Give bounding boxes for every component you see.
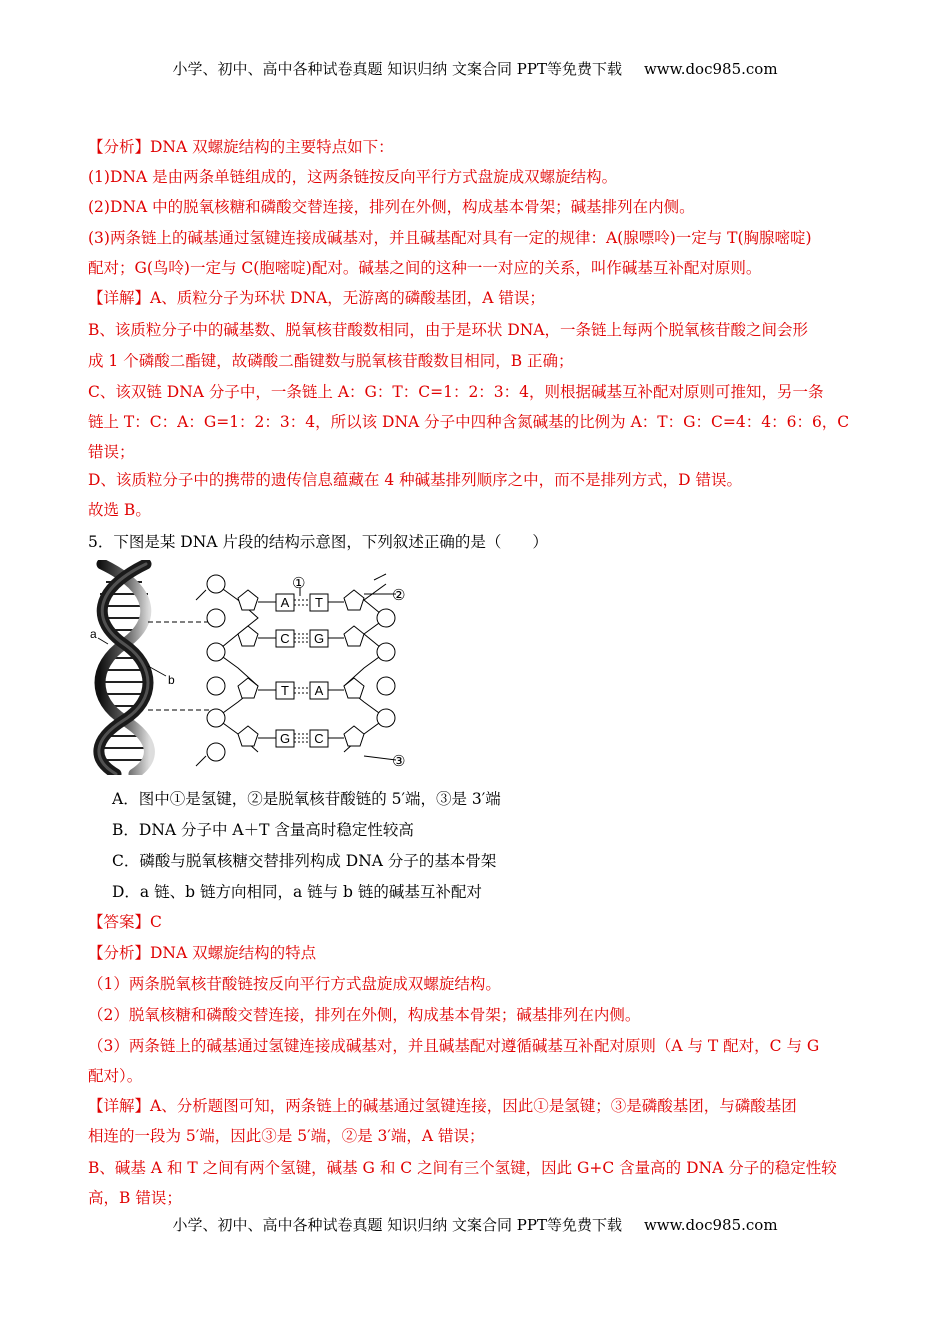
detail2-line-b1: B、碱基 A 和 T 之间有两个氢键，碱基 G 和 C 之间有三个氢键，因此 G+C 含量高的 DNA 分子的稳定性较 [88,1159,837,1177]
detail-line-b1: B、该质粒分子中的碱基数、脱氧核苷酸数相同，由于是环状 DNA，一条链上每两个脱氧核苷酸之间会形 [88,321,809,339]
dna-schematic [196,574,396,766]
detail2-line-a1: 【详解】A、分析题图可知，两条链上的碱基通过氢键连接，因此①是氢键；③是磷酸基团，与磷酸基团 [88,1097,797,1115]
phosphate-circle [207,643,225,661]
double-helix-illustration [90,564,214,774]
base-letter: C [280,631,290,646]
base-letter: C [314,731,324,746]
phosphate-circle [377,709,395,727]
question-5: 5．下图是某 DNA 片段的结构示意图，下列叙述正确的是（ ） [88,533,548,551]
option-a: A．图中①是氢键，②是脱氧核苷酸链的 5′端，③是 3′端 [112,790,501,808]
analysis-line-3: (2)DNA 中的脱氧核糖和磷酸交替连接，排列在外侧，构成基本骨架；碱基排列在内侧。 [88,198,695,216]
analysis2-line-4: （3）两条链上的碱基通过氢键连接成碱基对，并且碱基配对遵循碱基互补配对原则（A 与 T 配对，C 与 G [88,1037,820,1055]
analysis-line-4: (3)两条链上的碱基通过氢键连接成碱基对，并且碱基配对具有一定的规律：A(腺嘌呤)一定与 T(胸腺嘧啶) [88,229,812,247]
deoxyribose-pentagon [344,626,364,646]
detail2-line-a2: 相连的一段为 5′端，因此③是 5′端，②是 3′端，A 错误； [88,1127,485,1145]
header-text: 小学、初中、高中各种试卷真题 知识归纳 文案合同 PPT等免费下载 [172,60,622,78]
base-letter: G [313,631,325,646]
deoxyribose-pentagon [344,678,364,698]
detail-line-c1: C、该双链 DNA 分子中，一条链上 A：G：T：C=1：2：3：4，则根据碱基互补配对原则可推知，另一条 [88,383,824,401]
analysis-line-1: 【分析】DNA 双螺旋结构的主要特点如下： [88,138,394,156]
phosphate-circle [207,677,225,695]
phosphate-circle [377,677,395,695]
base-letter: A [314,683,324,698]
option-b: B．DNA 分子中 A＋T 含量高时稳定性较高 [112,821,414,839]
option-d: D．a 链、b 链方向相同，a 链与 b 链的碱基互补配对 [112,883,482,901]
deoxyribose-pentagon [238,590,258,610]
dna-structure-figure [86,560,426,775]
base-letter: A [280,595,290,610]
detail-line-a: 【详解】A、质粒分子为环状 DNA，无游离的磷酸基团，A 错误； [88,289,545,307]
detail2-line-b2: 高，B 错误； [88,1189,182,1207]
base-letter: T [315,595,323,610]
phosphate-circle [207,609,225,627]
strand-b-label: b [168,673,175,687]
page-footer [0,1214,950,1235]
detail-line-d: D、该质粒分子中的携带的遗传信息蕴藏在 4 种碱基排列顺序之中，而不是排列方式，D 错误。 [88,471,743,489]
base-letter: T [281,683,289,698]
detail-line-b2: 成 1 个磷酸二酯键，故磷酸二酯键数与脱氧核苷酸数目相同，B 正确； [88,352,574,370]
phosphate-circle [207,709,225,727]
analysis2-line-3: （2）脱氧核糖和磷酸交替连接，排列在外侧，构成基本骨架；碱基排列在内侧。 [88,1006,641,1024]
deoxyribose-pentagon [238,626,258,646]
marker-1: ① [292,574,306,592]
analysis-line-2: (1)DNA 是由两条单链组成的，这两条链按反向平行方式盘旋成双螺旋结构。 [88,168,618,186]
answer-line: 【答案】C [88,913,162,931]
phosphate-circle [207,743,225,761]
footer-url[interactable]: www.doc985.com [643,1216,778,1234]
page-header [0,58,950,79]
analysis2-line-1: 【分析】DNA 双螺旋结构的特点 [88,944,317,962]
analysis-line-5: 配对；G(鸟呤)一定与 C(胞嘧啶)配对。碱基之间的这种一一对应的关系，叫作碱基互补配对原则。 [88,259,762,277]
analysis2-line-5: 配对）。 [88,1067,143,1085]
deoxyribose-pentagon [344,726,364,746]
phosphate-circle [377,609,395,627]
analysis2-line-2: （1）两条脱氧核苷酸链按反向平行方式盘旋成双螺旋结构。 [88,975,501,993]
detail-line-c3: 错误； [88,443,135,461]
conclusion-line: 故选 B。 [88,501,151,519]
deoxyribose-pentagon [238,726,258,746]
deoxyribose-pentagon [238,678,258,698]
deoxyribose-pentagon [344,590,364,610]
phosphate-circle [207,575,225,593]
phosphate-circle [377,643,395,661]
header-url[interactable]: www.doc985.com [643,60,778,78]
detail-line-c2: 链上 T：C：A：G=1：2：3：4，所以该 DNA 分子中四种含氮碱基的比例为 A：T：G：C=4：4：6：6，C [88,413,850,431]
marker-3: ③ [392,752,406,770]
base-letter: G [279,731,291,746]
footer-text: 小学、初中、高中各种试卷真题 知识归纳 文案合同 PPT等免费下载 [172,1216,622,1234]
strand-a-label: a [90,627,97,641]
marker-2: ② [392,586,406,604]
option-c: C．磷酸与脱氧核糖交替排列构成 DNA 分子的基本骨架 [112,852,497,870]
